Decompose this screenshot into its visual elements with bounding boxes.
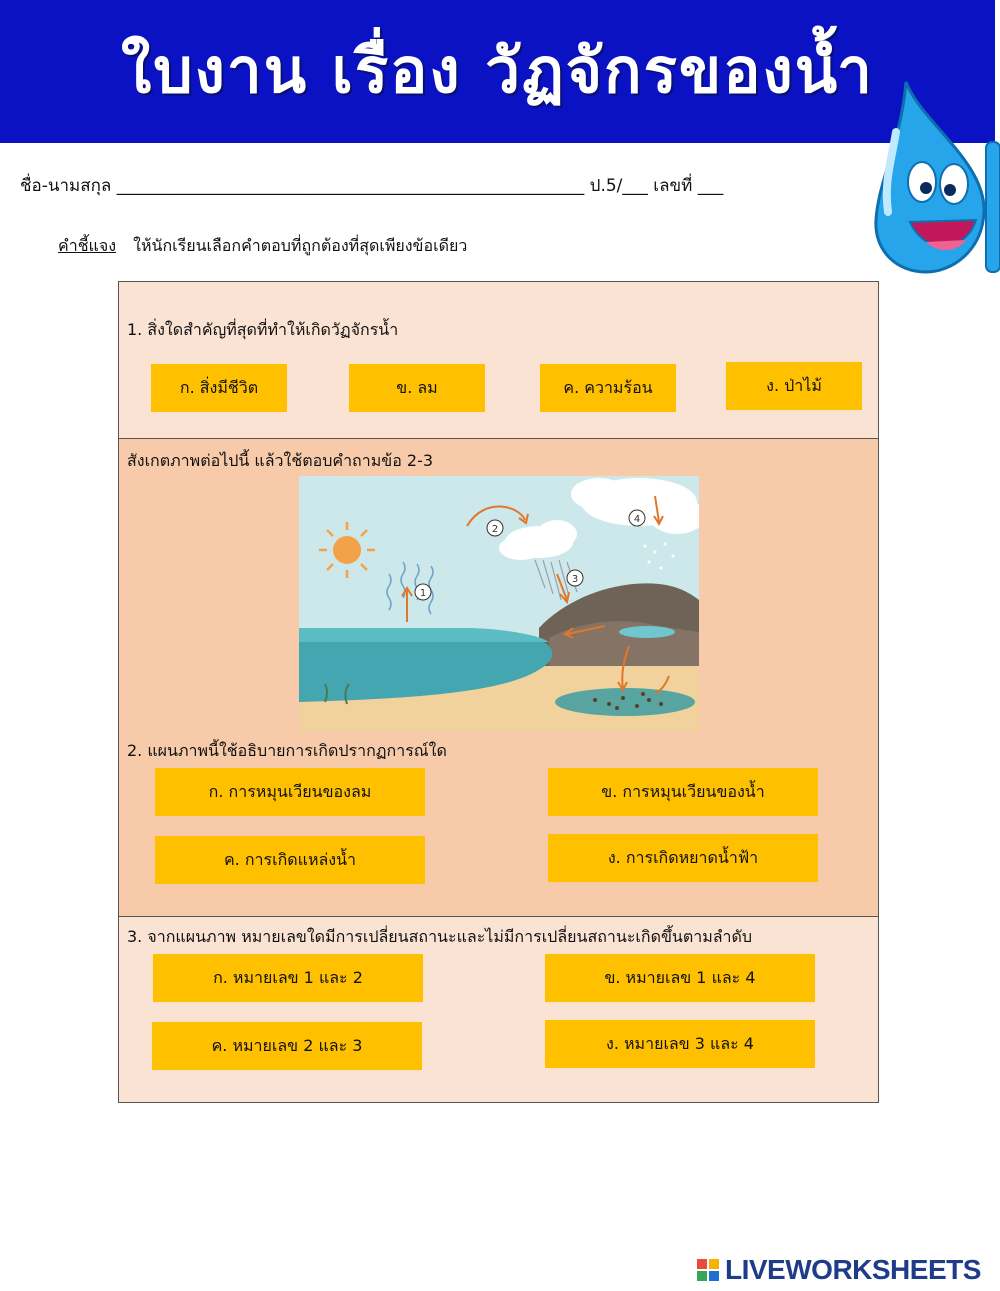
q1-option-b[interactable]: ข. ลม — [349, 364, 485, 412]
page-title: ใบงาน เรื่อง วัฏจักรของน้ำ — [121, 34, 874, 107]
q1-option-d[interactable]: ง. ป่าไม้ — [726, 362, 862, 410]
question-1-text: 1. สิ่งใดสำคัญที่สุดที่ทำให้เกิดวัฏจักรน้ำ — [127, 320, 399, 339]
q2-option-d[interactable]: ง. การเกิดหยาดน้ำฟ้า — [548, 834, 818, 882]
question-3-section — [118, 916, 879, 1103]
q2-option-a[interactable]: ก. การหมุนเวียนของลม — [155, 768, 425, 816]
water-cycle-diagram — [299, 476, 699, 732]
question-1-section — [118, 281, 879, 439]
instruction-text: ให้นักเรียนเลือกคำตอบที่ถูกต้องที่สุดเพียงข้อเดียว — [133, 236, 468, 255]
q1-option-a[interactable]: ก. สิ่งมีชีวิต — [151, 364, 287, 412]
diagram-label-1: 1 — [419, 588, 427, 599]
water-drop-mascot-icon — [866, 72, 1000, 278]
q2-option-c[interactable]: ค. การเกิดแหล่งน้ำ — [155, 836, 425, 884]
diagram-label-4: 4 — [633, 514, 641, 525]
q3-option-b[interactable]: ข. หมายเลข 1 และ 4 — [545, 954, 815, 1002]
q2-option-b[interactable]: ข. การหมุนเวียนของน้ำ — [548, 768, 818, 816]
q1-option-c[interactable]: ค. ความร้อน — [540, 364, 676, 412]
question-2-text: 2. แผนภาพนี้ใช้อธิบายการเกิดปรากฏการณ์ใด — [127, 741, 447, 760]
diagram-label-2: 2 — [491, 524, 499, 535]
q3-option-d[interactable]: ง. หมายเลข 3 และ 4 — [545, 1020, 815, 1068]
header-banner — [0, 0, 995, 143]
diagram-label-3: 3 — [571, 574, 579, 585]
diagram-intro-text: สังเกตภาพต่อไปนี้ แล้วใช้ตอบคำถามข้อ 2-3 — [127, 451, 434, 470]
liveworksheets-logo-icon — [697, 1259, 719, 1281]
q3-option-a[interactable]: ก. หมายเลข 1 และ 2 — [153, 954, 423, 1002]
q3-option-c[interactable]: ค. หมายเลข 2 และ 3 — [152, 1022, 422, 1070]
question-3-text: 3. จากแผนภาพ หมายเลขใดมีการเปลี่ยนสถานะและไม่มีการเปลี่ยนสถานะเกิดขึ้นตามลำดับ — [127, 927, 753, 946]
instruction-label: คำชี้แจง — [58, 236, 117, 255]
brand-name: LIVEWORKSHEETS — [725, 1254, 981, 1285]
liveworksheets-logo — [697, 1254, 981, 1286]
student-info-line: ชื่อ-นามสกุล _______________________________________________________ ป.5/___ เลขที่ ___ — [20, 176, 724, 196]
instruction-row — [58, 234, 467, 259]
